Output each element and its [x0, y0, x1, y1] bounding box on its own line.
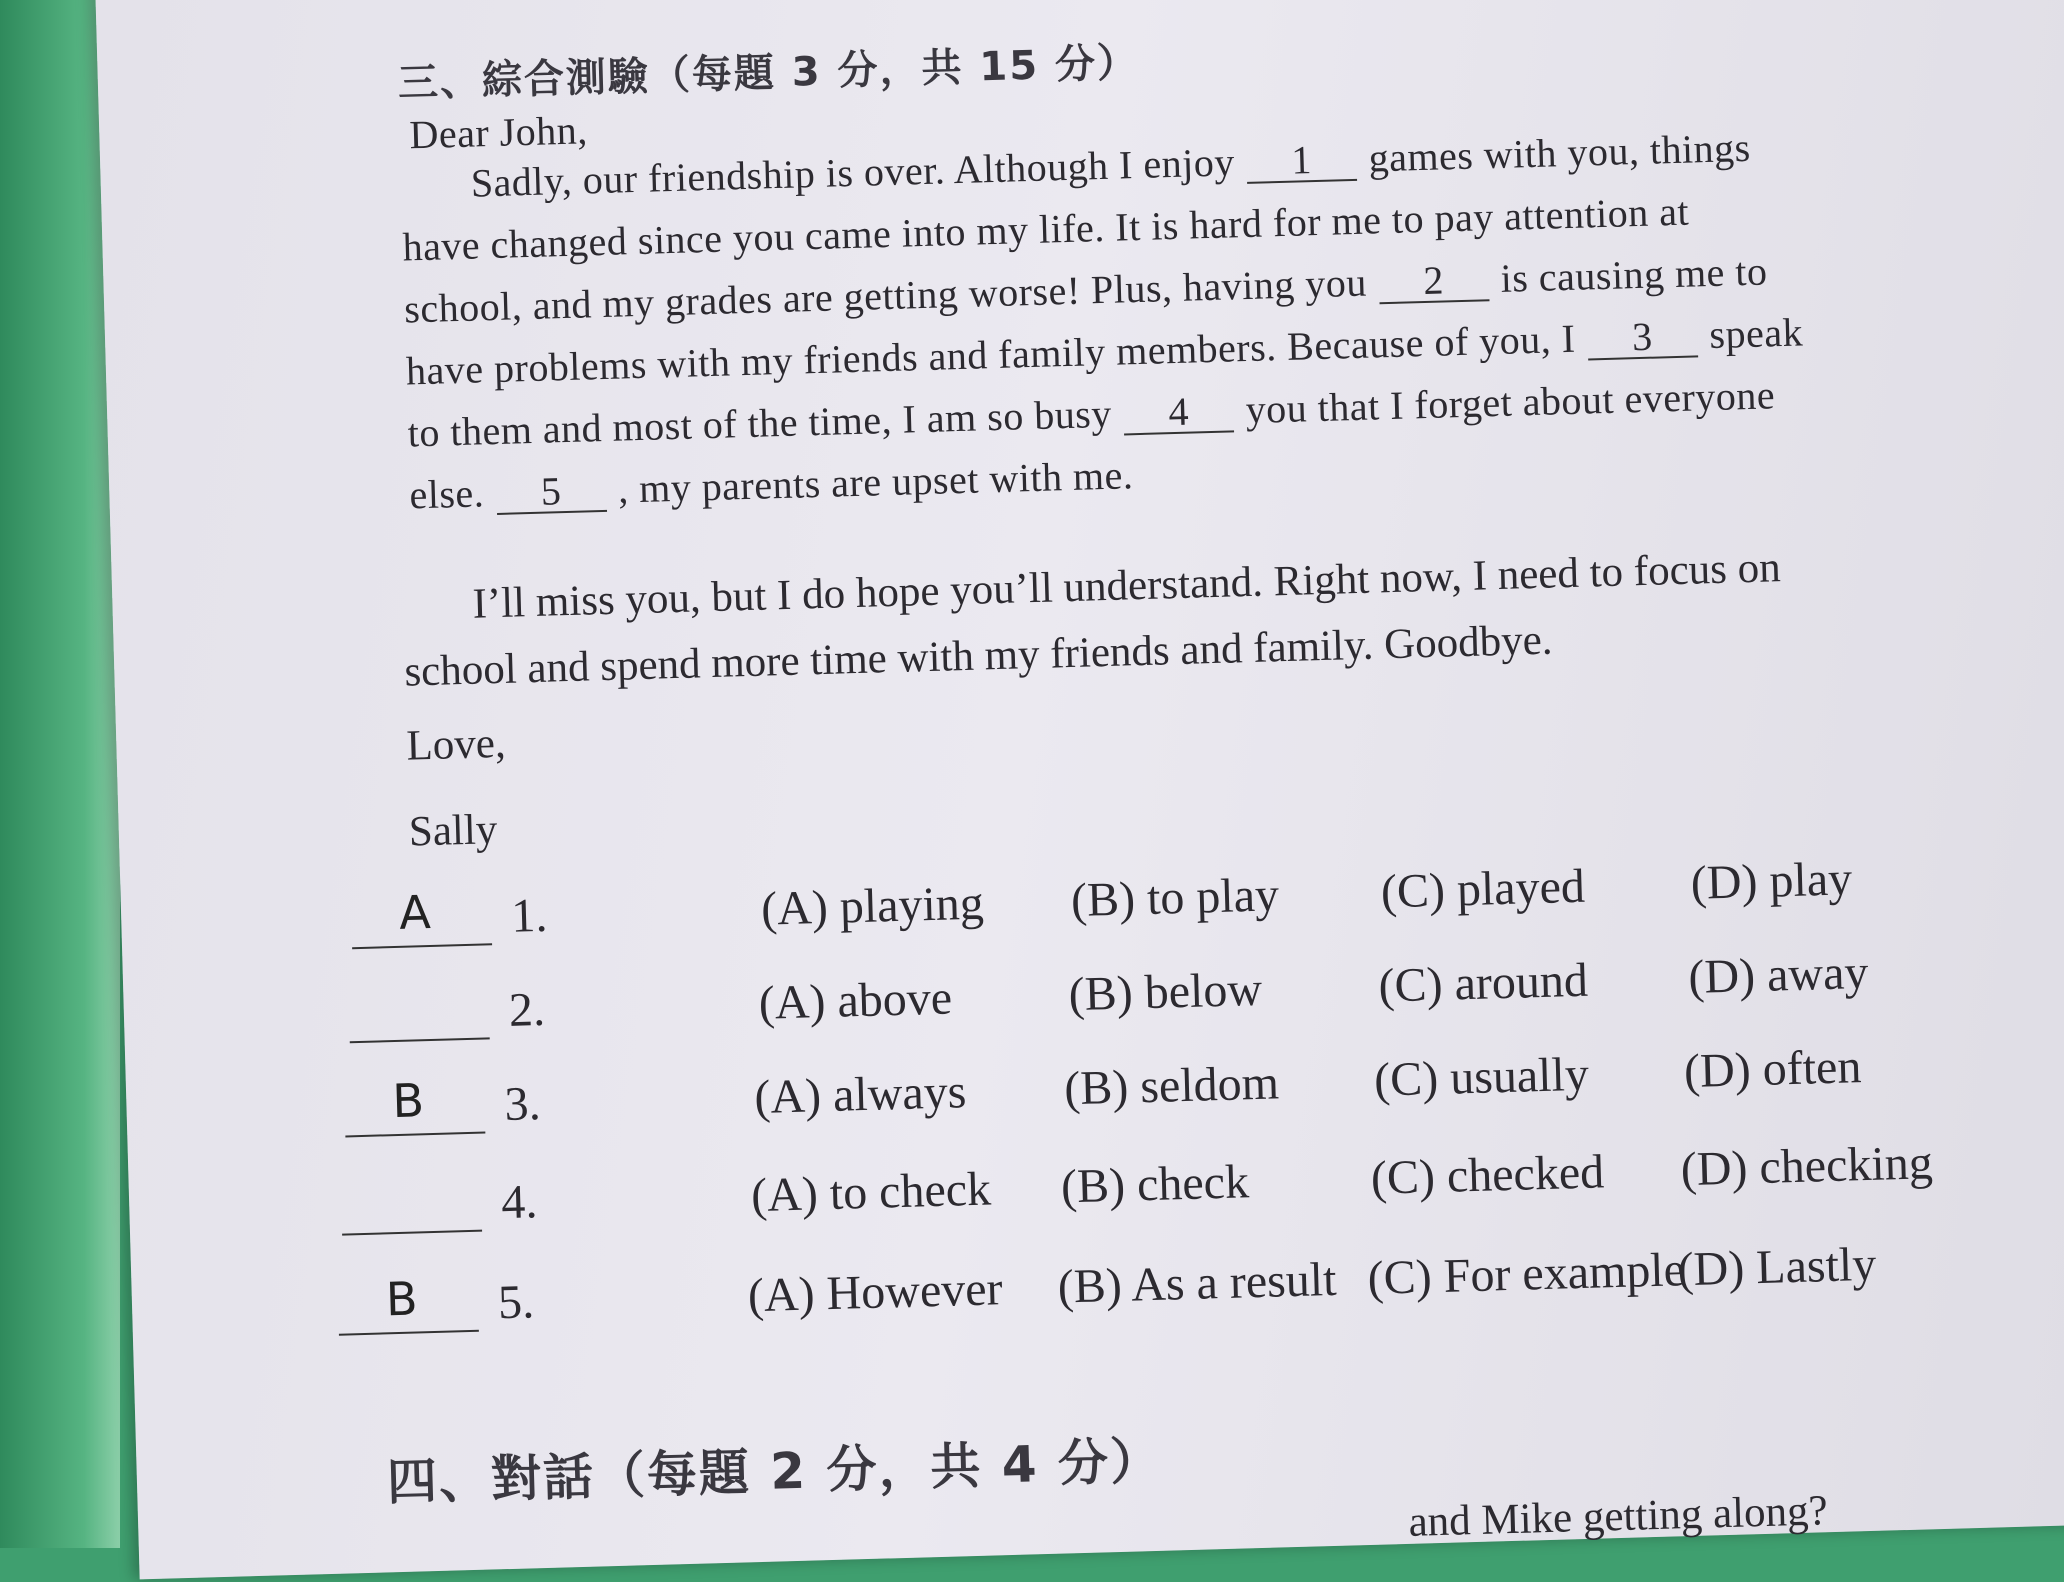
- numbered-blank: 1: [1246, 139, 1357, 184]
- question-number: 5.: [497, 1275, 535, 1330]
- letter-text: Sadly, our friendship is over. Although I enjoy: [470, 139, 1236, 206]
- option-a: (A) above: [758, 971, 953, 1030]
- letter-text: school, and my grades are getting worse! Plus, having you: [403, 259, 1368, 332]
- numbered-blank: 5: [496, 470, 607, 515]
- question-row: [344, 1033, 2064, 1152]
- question-number: 1.: [510, 888, 549, 943]
- option-a: (A) always: [753, 1065, 968, 1125]
- handwritten-answer: B: [391, 1073, 425, 1129]
- letter-paragraph-2-line-2: school and spend more time with my friends and family. Goodbye.: [403, 616, 1554, 696]
- numbered-blank: 4: [1123, 390, 1234, 435]
- letter-greeting: Dear John,: [408, 107, 589, 158]
- option-d: (D) play: [1690, 852, 1853, 910]
- option-d: (D) checking: [1680, 1136, 1934, 1197]
- option-b: (B) to play: [1070, 868, 1280, 928]
- option-b: (B) check: [1060, 1155, 1250, 1214]
- letter-text: speak: [1708, 309, 1804, 358]
- answer-blank[interactable]: [344, 1073, 486, 1138]
- letter-paragraph-2-line-1: I’ll miss you, but I do hope you’ll understand. Right now, I need to focus on: [471, 544, 1782, 628]
- option-d: (D) away: [1687, 945, 1870, 1004]
- answer-blank[interactable]: [348, 983, 490, 1043]
- option-a: (A) playing: [760, 876, 985, 936]
- numbered-blank: 2: [1378, 259, 1489, 304]
- letter-text: to them and most of the time, I am so busy: [407, 390, 1113, 456]
- letter-text: games with you, things: [1368, 124, 1752, 181]
- question-row: [337, 1231, 2064, 1350]
- letter-paragraph-1-line: [409, 451, 1134, 518]
- letter-text: is causing me to: [1500, 248, 1769, 301]
- answer-blank[interactable]: [351, 885, 493, 949]
- answer-blank[interactable]: [341, 1176, 483, 1236]
- option-d: (D) often: [1683, 1040, 1863, 1099]
- section-3-title: 三、綜合測驗（每題 3 分，共 15 分）: [397, 39, 1140, 107]
- section-4-title: 四、對話（每題 2 分，共 4 分）: [386, 1431, 1163, 1512]
- option-a: (A) to check: [750, 1162, 992, 1223]
- section-4-partial-line: and Mike getting along?: [1407, 1487, 1829, 1546]
- worksheet-page: [95, 0, 2064, 1579]
- letter-closing: Love,: [405, 719, 507, 770]
- question-number: 4.: [500, 1175, 539, 1230]
- option-b: (B) As a result: [1057, 1252, 1338, 1314]
- question-number: 3.: [503, 1077, 542, 1131]
- option-c: (C) checked: [1370, 1145, 1605, 1205]
- letter-text: have problems with my friends and family members. Because of you, I: [405, 315, 1577, 394]
- option-c: (C) For example: [1367, 1243, 1686, 1305]
- question-row: [348, 938, 2064, 1057]
- numbered-blank: 3: [1587, 315, 1698, 360]
- handwritten-answer: B: [385, 1271, 419, 1327]
- letter-signature: Sally: [408, 806, 498, 856]
- question-row: [351, 844, 2064, 963]
- handwritten-answer: A: [398, 885, 432, 940]
- option-b: (B) seldom: [1063, 1056, 1280, 1116]
- option-b: (B) below: [1067, 962, 1263, 1022]
- option-c: (C) usually: [1373, 1047, 1590, 1107]
- option-d: (D) Lastly: [1676, 1237, 1877, 1297]
- question-number: 2.: [508, 982, 546, 1037]
- option-c: (C) played: [1380, 859, 1586, 919]
- option-c: (C) around: [1377, 953, 1589, 1013]
- question-row: [341, 1131, 2064, 1250]
- letter-text: have changed since you came into my life. It is hard for me to pay attention at: [401, 188, 1690, 270]
- answer-blank[interactable]: [337, 1271, 479, 1336]
- letter-text: you that I forget about everyone: [1245, 372, 1776, 433]
- option-a: (A) However: [747, 1262, 1004, 1323]
- letter-text: else.: [408, 470, 485, 518]
- letter-text: , my parents are upset with me.: [617, 452, 1134, 512]
